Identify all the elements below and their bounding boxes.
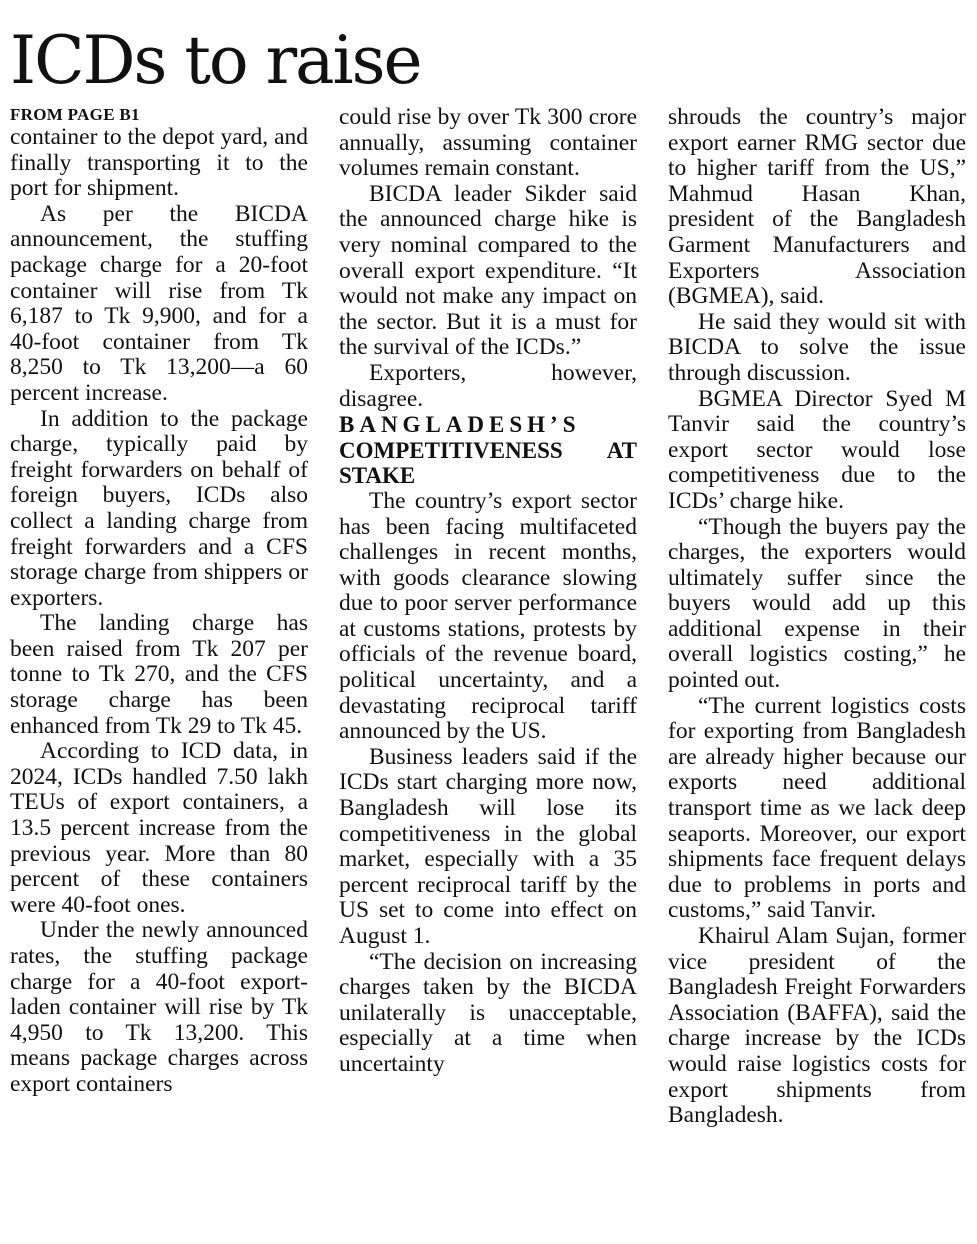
paragraph: shrouds the country’s major export earner RMG sector due to higher tariff from the US,” Mahmud Hasan Khan, president of the Bangladesh Garment Manufacturers and Exporters Association (BGMEA), said. bbox=[668, 104, 966, 310]
paragraph: As per the BICDA announcement, the stuffing package charge for a 20-foot container will rise from Tk 6,187 to Tk 9,900, and for a 40-foot container from Tk 8,250 to Tk 13,200—a 60 percent increase. bbox=[10, 200, 308, 406]
paragraph: BICDA leader Sikder said the announced charge hike is very nominal compared to the overall export expenditure. “It would not make any impact on the sector. But it is a must for the survival of the ICDs.” bbox=[339, 180, 637, 361]
paragraph: Business leaders said if the ICDs start charging more now, Bangladesh will lose its competitiveness in the global market, especially with a 35 percent reciprocal tariff by the US set to come into effect on August 1. bbox=[339, 743, 637, 949]
section-subhead bbox=[339, 412, 637, 489]
paragraph: According to ICD data, in 2024, ICDs handled 7.50 lakh TEUs of export containers, a 13.5 percent increase from the previous year. More than 80 percent of these containers were 40-foot ones. bbox=[10, 738, 308, 918]
paragraph: The country’s export sector has been facing multifaceted challenges in recent months, with goods clearance slowing due to poor server performance at customs stations, protests by officials of the revenue board, political uncertainty, and a devastating reciprocal tariff announced by the US. bbox=[339, 487, 637, 745]
headline: ICDs to raise bbox=[10, 22, 421, 99]
paragraph: could rise by over Tk 300 crore annually, assuming container volumes remain constant. bbox=[339, 104, 637, 182]
paragraph: Under the newly announced rates, the stuffing package charge for a 40-foot export-laden container will rise by Tk 4,950 to Tk 13,200. This means package charges across export containers bbox=[10, 917, 308, 1097]
paragraph: “The decision on increasing charges taken by the BICDA unilaterally is unacceptable, especially at a time when uncertainty bbox=[339, 948, 637, 1077]
article-column-3 bbox=[668, 105, 966, 1129]
article-column-2 bbox=[339, 105, 637, 1078]
paragraph: Exporters, however, disagree. bbox=[339, 359, 637, 412]
subhead-line-2: COMPETITIVENESS AT STAKE bbox=[339, 437, 637, 489]
subhead-line-1: BANGLADESH’S bbox=[339, 412, 581, 438]
paragraph: “The current logistics costs for exporting from Bangladesh are already higher because our exports need additional transport time as we lack deep seaports. Moreover, our export shipments face frequent delays due to problems in ports and customs,” said Tanvir. bbox=[668, 692, 966, 924]
paragraph: “Though the buyers pay the charges, the exporters would ultimately suffer since the buyers would add up this additional expense in their overall logistics costing,” he pointed out. bbox=[668, 513, 966, 694]
paragraph: Khairul Alam Sujan, former vice president of the Bangladesh Freight Forwarders Association (BAFFA), said the charge increase by the ICDs would raise logistics costs for export shipments from Bangladesh. bbox=[668, 923, 966, 1129]
paragraph: The landing charge has been raised from Tk 207 per tonne to Tk 270, and the CFS storage charge has been enhanced from Tk 29 to Tk 45. bbox=[10, 610, 308, 739]
paragraph: BGMEA Director Syed M Tanvir said the country’s export sector would lose competitiveness due to the ICDs’ charge hike. bbox=[668, 385, 966, 514]
paragraph: He said they would sit with BICDA to solve the issue through discussion. bbox=[668, 308, 966, 386]
paragraph: In addition to the package charge, typically paid by freight forwarders on behalf of foreign buyers, ICDs also collect a landing charge from freight forwarders and a CFS storage charge from shippers or exporters. bbox=[10, 405, 308, 611]
paragraph: container to the depot yard, and finally transporting it to the port for shipment. bbox=[10, 124, 308, 202]
continuation-kicker: FROM PAGE B1 bbox=[10, 105, 140, 124]
article-column-1 bbox=[10, 105, 308, 1098]
